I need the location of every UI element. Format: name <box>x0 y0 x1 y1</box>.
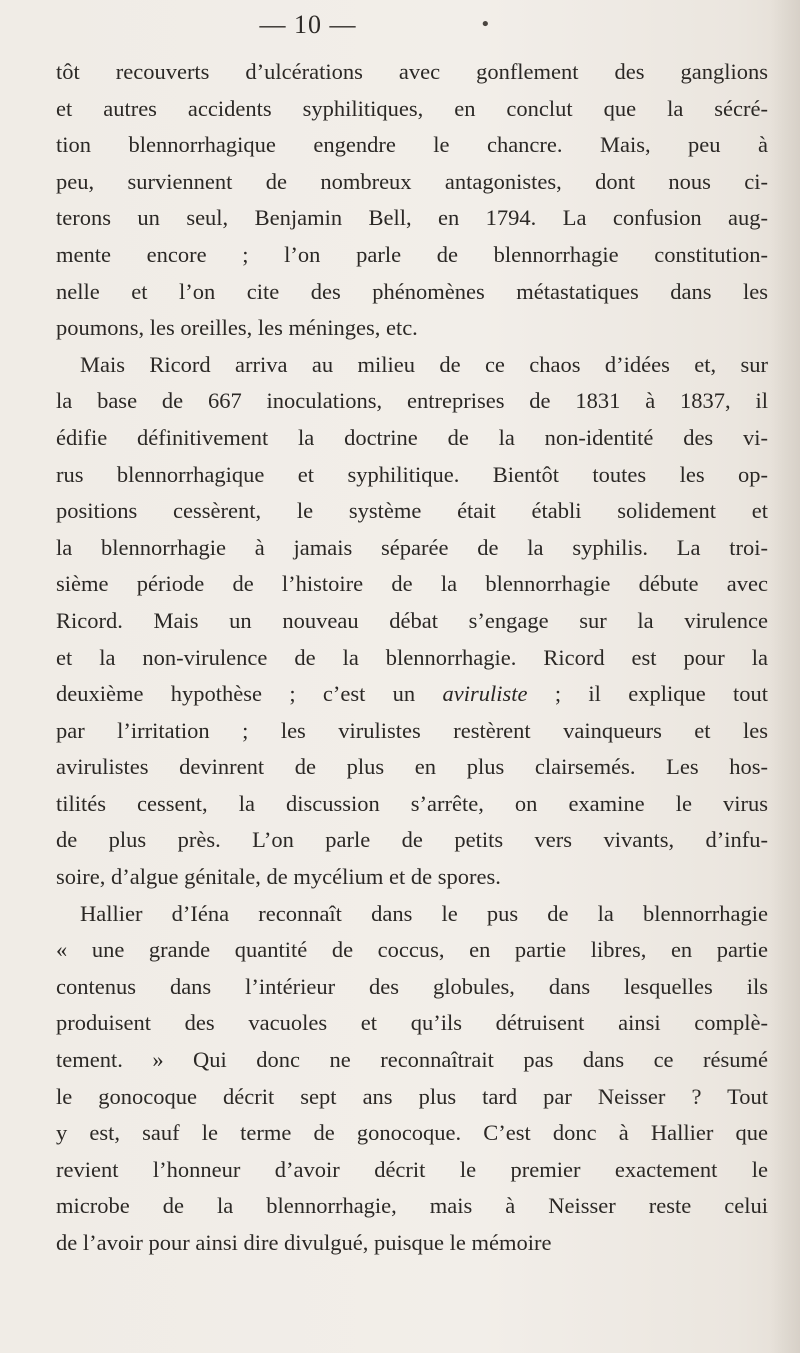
text-line: tion blennorrhagique engendre le chancre. Mais, peu à <box>56 132 768 158</box>
text-line: tôt recouverts d’ulcérations avec gonflement des ganglions <box>56 59 768 84</box>
text-line: soire, d’algue génitale, de mycélium et de spores. <box>56 864 501 890</box>
text-line: microbe de la blennorrhagie, mais à Neisser reste celui <box>56 1193 768 1219</box>
page-edge-shadow <box>770 0 800 1353</box>
text-line: nelle et l’on cite des phénomènes métastatiques dans les <box>56 278 768 304</box>
text-line: terons un seul, Benjamin Bell, en 1794. La confusion aug- <box>56 205 768 231</box>
page-number: — 10 — <box>259 10 357 39</box>
text-line: édifie définitivement la doctrine de la non-identité des vi- <box>56 424 768 450</box>
text-line: la blennorrhagie à jamais séparée de la syphilis. La troi- <box>56 534 768 560</box>
text-line: peu, surviennent de nombreux antagonistes, dont nous ci- <box>56 168 768 194</box>
text-line: par l’irritation ; les virulistes restèrent vainqueurs et les <box>56 717 768 743</box>
page-header <box>0 4 800 44</box>
text-line: contenus dans l’intérieur des globules, dans lesquelles ils <box>56 973 768 999</box>
text-line: positions cessèrent, le système était établi solidement et <box>56 498 768 524</box>
text-line: « une grande quantité de coccus, en partie libres, en partie <box>56 937 768 963</box>
text-line: Hallier d’Iéna reconnaît dans le pus de la blennorrhagie <box>80 900 768 926</box>
text-line: tement. » Qui donc ne reconnaîtrait pas dans ce résumé <box>56 1047 768 1073</box>
text-line: Ricord. Mais un nouveau débat s’engage sur la virulence <box>56 607 768 633</box>
ink-speck: • <box>480 14 491 35</box>
text-line: deuxième hypothèse ; c’est un aviruliste ; il explique tout <box>56 681 768 707</box>
text-line: Mais Ricord arriva au milieu de ce chaos d’idées et, sur <box>80 351 768 377</box>
text-line: la base de 667 inoculations, entreprises de 1831 à 1837, il <box>56 388 768 414</box>
text-line: revient l’honneur d’avoir décrit le premier exactement le <box>56 1156 768 1182</box>
text-line: de l’avoir pour ainsi dire divulgué, puisque le mémoire <box>56 1230 552 1255</box>
body-text <box>56 54 768 1262</box>
text-line: tilités cessent, la discussion s’arrête, on examine le virus <box>56 790 768 816</box>
text-line: poumons, les oreilles, les méninges, etc. <box>56 315 418 341</box>
text-line: avirulistes devinrent de plus en plus clairsemés. Les hos- <box>56 754 768 780</box>
italic-term: aviruliste <box>442 681 528 707</box>
text-line: et autres accidents syphilitiques, en conclut que la sécré- <box>56 95 768 121</box>
text-line: et la non-virulence de la blennorrhagie. Ricord est pour la <box>56 644 768 670</box>
text-line: sième période de l’histoire de la blennorrhagie débute avec <box>56 571 768 597</box>
text-line: le gonocoque décrit sept ans plus tard par Neisser ? Tout <box>56 1083 768 1109</box>
text-line: de plus près. L’on parle de petits vers vivants, d’infu- <box>56 827 768 853</box>
text-line: mente encore ; l’on parle de blennorrhagie constitution- <box>56 241 768 267</box>
text-line: y est, sauf le terme de gonocoque. C’est donc à Hallier que <box>56 1120 768 1146</box>
text-line: rus blennorrhagique et syphilitique. Bientôt toutes les op- <box>56 461 768 487</box>
text-line: produisent des vacuoles et qu’ils détruisent ainsi complè- <box>56 1010 768 1036</box>
